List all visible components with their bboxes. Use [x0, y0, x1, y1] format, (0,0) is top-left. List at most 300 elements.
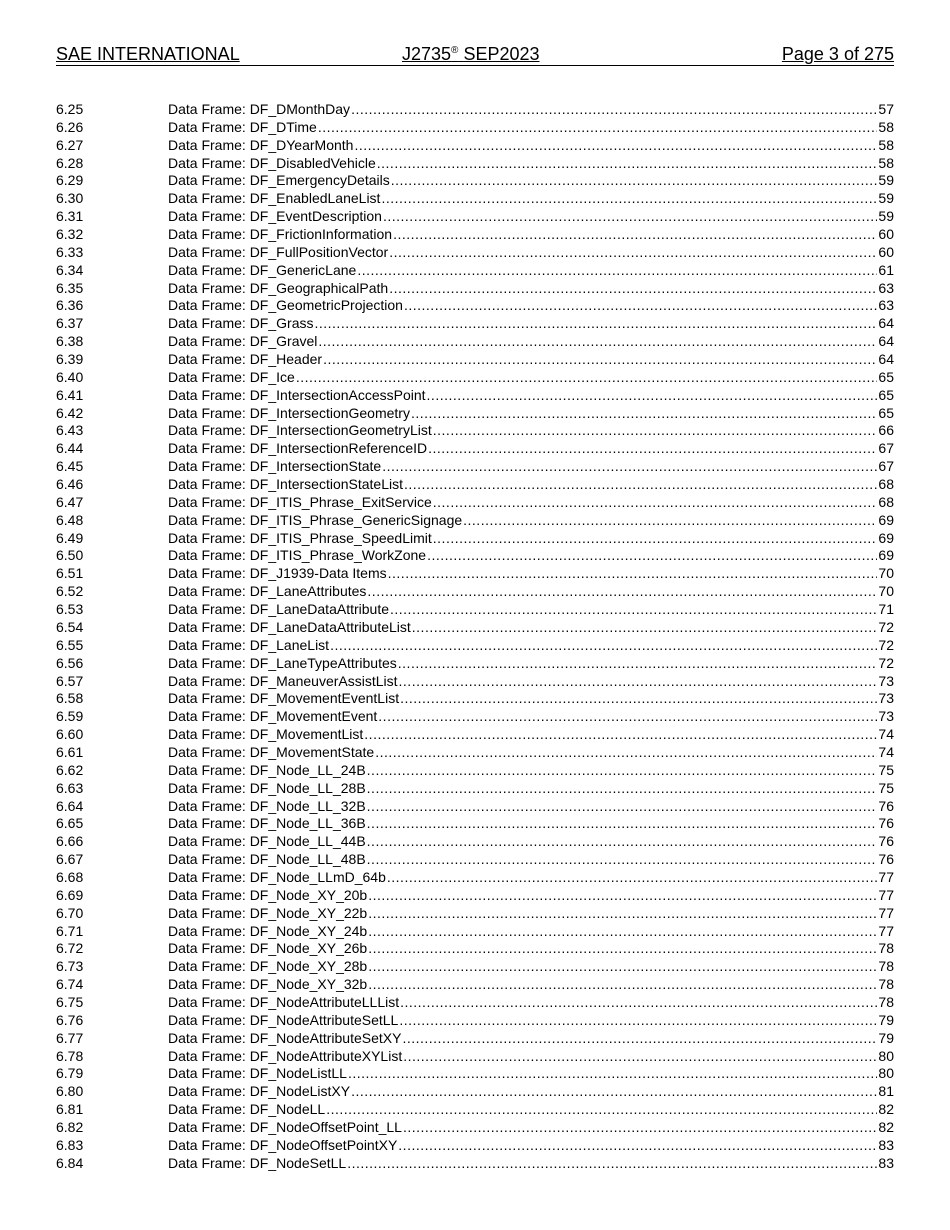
toc-page-number: 72 [878, 636, 894, 653]
toc-section-title: Data Frame: DF_J1939-Data Items [168, 565, 387, 582]
toc-section-title: Data Frame: DF_ITIS_Phrase_GenericSignage [168, 511, 463, 528]
toc-section-number: 6.52 [56, 583, 84, 600]
toc-section-title: Data Frame: DF_ITIS_Phrase_ExitService [168, 493, 432, 510]
toc-page-number: 77 [878, 886, 894, 903]
toc-page-number: 58 [878, 118, 894, 135]
toc-entry[interactable] [56, 1083, 894, 1101]
toc-page-number: 75 [878, 779, 894, 796]
toc-section-title: Data Frame: DF_EnabledLaneList [168, 190, 381, 207]
header-page-label: Page 3 of 275 [781, 44, 894, 64]
toc-entry[interactable] [56, 601, 894, 619]
toc-entry[interactable] [56, 976, 894, 994]
toc-page-number: 77 [878, 868, 894, 885]
toc-entry[interactable] [56, 530, 894, 548]
toc-section-number: 6.64 [56, 797, 84, 814]
toc-dot-leader [368, 905, 877, 923]
toc-section-title: Data Frame: DF_DYearMonth [168, 136, 354, 153]
toc-section-number: 6.51 [56, 565, 84, 582]
toc-section-number: 6.54 [56, 618, 84, 635]
toc-section-title: Data Frame: DF_IntersectionGeometry [168, 404, 410, 421]
toc-entry-line [168, 172, 894, 190]
toc-dot-leader [412, 619, 878, 637]
toc-entry[interactable] [56, 815, 894, 833]
toc-section-number: 6.49 [56, 529, 84, 546]
toc-entry-line [168, 422, 894, 440]
toc-section-number: 6.39 [56, 351, 84, 368]
toc-page-number: 82 [878, 1118, 894, 1135]
header-organization: SAE INTERNATIONAL [56, 44, 240, 64]
toc-entry[interactable] [56, 369, 894, 387]
toc-section-number: 6.71 [56, 922, 84, 939]
toc-entry-line [168, 1137, 894, 1155]
page-header [56, 43, 894, 66]
toc-page-number: 78 [878, 958, 894, 975]
toc-entry-line [168, 655, 894, 673]
toc-section-number: 6.45 [56, 458, 84, 475]
toc-dot-leader [400, 994, 877, 1012]
toc-dot-leader [367, 798, 878, 816]
toc-entry[interactable] [56, 833, 894, 851]
toc-entry-line [168, 583, 894, 601]
toc-entry[interactable] [56, 1101, 894, 1119]
toc-entry[interactable] [56, 458, 894, 476]
toc-dot-leader [351, 1083, 877, 1101]
toc-section-title: Data Frame: DF_Node_LL_32B [168, 797, 366, 814]
toc-section-number: 6.57 [56, 672, 84, 689]
toc-dot-leader [390, 601, 877, 619]
toc-dot-leader [381, 190, 877, 208]
header-doc-date: SEP2023 [463, 44, 540, 64]
toc-page-number: 80 [878, 1047, 894, 1064]
toc-section-number: 6.63 [56, 779, 84, 796]
toc-entry[interactable] [56, 923, 894, 941]
toc-dot-leader [368, 923, 877, 941]
toc-entry-line [168, 405, 894, 423]
toc-page-number: 73 [878, 690, 894, 707]
toc-section-number: 6.47 [56, 493, 84, 510]
toc-page-number: 69 [878, 511, 894, 528]
toc-entry[interactable] [56, 333, 894, 351]
toc-entry-line [168, 262, 894, 280]
toc-entry[interactable] [56, 512, 894, 530]
toc-dot-leader [330, 637, 877, 655]
toc-entry[interactable] [56, 280, 894, 298]
toc-dot-leader [433, 494, 878, 512]
toc-section-number: 6.30 [56, 190, 84, 207]
toc-dot-leader [367, 833, 878, 851]
toc-entry[interactable] [56, 172, 894, 190]
toc-entry-line [168, 119, 894, 137]
toc-page-number: 64 [878, 351, 894, 368]
toc-page-number: 67 [878, 458, 894, 475]
toc-section-number: 6.75 [56, 993, 84, 1010]
toc-dot-leader [398, 1137, 877, 1155]
toc-dot-leader [389, 244, 877, 262]
toc-section-title: Data Frame: DF_Node_LL_36B [168, 815, 366, 832]
toc-section-title: Data Frame: DF_Node_XY_26b [168, 940, 368, 957]
table-of-contents [56, 101, 894, 1173]
toc-page-number: 83 [878, 1136, 894, 1153]
toc-section-title: Data Frame: DF_Node_XY_22b [168, 904, 368, 921]
toc-dot-leader [427, 387, 878, 405]
toc-dot-leader [403, 1119, 877, 1137]
toc-section-number: 6.46 [56, 476, 84, 493]
toc-entry[interactable] [56, 226, 894, 244]
toc-page-number: 65 [878, 404, 894, 421]
toc-section-title: Data Frame: DF_LaneDataAttributeList [168, 618, 411, 635]
toc-entry-line [168, 726, 894, 744]
toc-section-number: 6.53 [56, 601, 84, 618]
toc-dot-leader [404, 297, 877, 315]
toc-entry[interactable] [56, 476, 894, 494]
toc-section-title: Data Frame: DF_Node_XY_24b [168, 922, 368, 939]
toc-entry[interactable] [56, 351, 894, 369]
toc-page-number: 59 [878, 208, 894, 225]
toc-dot-leader [389, 280, 877, 298]
toc-entry[interactable] [56, 708, 894, 726]
toc-dot-leader [347, 1155, 877, 1173]
toc-section-title: Data Frame: DF_MovementList [168, 726, 364, 743]
toc-entry[interactable] [56, 619, 894, 637]
toc-entry-line [168, 315, 894, 333]
toc-entry-line [168, 1155, 894, 1173]
toc-entry[interactable] [56, 422, 894, 440]
toc-section-title: Data Frame: DF_Header [168, 351, 323, 368]
toc-dot-leader [433, 422, 878, 440]
toc-section-number: 6.56 [56, 654, 84, 671]
toc-section-title: Data Frame: DF_IntersectionStateList [168, 476, 403, 493]
toc-entry-line [168, 1101, 894, 1119]
toc-entry-line [168, 619, 894, 637]
toc-page-number: 78 [878, 940, 894, 957]
toc-section-number: 6.28 [56, 154, 84, 171]
toc-section-number: 6.32 [56, 226, 84, 243]
toc-section-title: Data Frame: DF_MovementState [168, 743, 375, 760]
toc-entry[interactable] [56, 1012, 894, 1030]
toc-entry[interactable] [56, 440, 894, 458]
toc-page-number: 73 [878, 708, 894, 725]
toc-page-number: 76 [878, 833, 894, 850]
toc-section-number: 6.61 [56, 743, 84, 760]
toc-section-number: 6.38 [56, 333, 84, 350]
toc-section-number: 6.69 [56, 886, 84, 903]
toc-entry[interactable] [56, 726, 894, 744]
toc-dot-leader [318, 119, 878, 137]
toc-dot-leader [323, 351, 877, 369]
toc-page-number: 58 [878, 154, 894, 171]
toc-page-number: 77 [878, 904, 894, 921]
toc-section-title: Data Frame: DF_NodeListLL [168, 1065, 347, 1082]
toc-page-number: 75 [878, 761, 894, 778]
toc-section-title: Data Frame: DF_NodeOffsetPointXY [168, 1136, 398, 1153]
toc-section-number: 6.59 [56, 708, 84, 725]
toc-section-title: Data Frame: DF_GeographicalPath [168, 279, 389, 296]
toc-entry[interactable] [56, 1048, 894, 1066]
toc-entry-line [168, 833, 894, 851]
toc-entry-line [168, 815, 894, 833]
toc-dot-leader [393, 226, 877, 244]
toc-section-title: Data Frame: DF_Node_LL_48B [168, 851, 366, 868]
toc-entry-line [168, 798, 894, 816]
toc-page-number: 65 [878, 386, 894, 403]
toc-section-title: Data Frame: DF_FullPositionVector [168, 243, 389, 260]
toc-section-title: Data Frame: DF_MovementEvent [168, 708, 378, 725]
toc-section-title: Data Frame: DF_Node_XY_28b [168, 958, 368, 975]
toc-entry[interactable] [56, 869, 894, 887]
toc-entry-line [168, 780, 894, 798]
toc-dot-leader [348, 1065, 877, 1083]
toc-entry[interactable] [56, 565, 894, 583]
toc-page-number: 67 [878, 440, 894, 457]
toc-page-number: 78 [878, 993, 894, 1010]
toc-page-number: 73 [878, 672, 894, 689]
toc-dot-leader [383, 208, 877, 226]
toc-section-title: Data Frame: DF_Node_XY_20b [168, 886, 368, 903]
toc-dot-leader [398, 655, 878, 673]
toc-entry[interactable] [56, 637, 894, 655]
toc-entry[interactable] [56, 387, 894, 405]
toc-section-title: Data Frame: DF_IntersectionState [168, 458, 382, 475]
toc-entry-line [168, 673, 894, 691]
toc-entry[interactable] [56, 315, 894, 333]
toc-entry-line [168, 494, 894, 512]
toc-entry[interactable] [56, 905, 894, 923]
toc-dot-leader [433, 530, 878, 548]
toc-page-number: 72 [878, 618, 894, 635]
header-document-id [402, 43, 540, 65]
toc-section-title: Data Frame: DF_IntersectionAccessPoint [168, 386, 426, 403]
toc-entry-line [168, 958, 894, 976]
toc-dot-leader [367, 780, 878, 798]
toc-entry-line [168, 137, 894, 155]
toc-entry-line [168, 923, 894, 941]
toc-entry[interactable] [56, 297, 894, 315]
toc-page-number: 68 [878, 476, 894, 493]
toc-entry-line [168, 101, 894, 119]
toc-section-title: Data Frame: DF_ITIS_Phrase_WorkZone [168, 547, 427, 564]
toc-section-number: 6.33 [56, 243, 84, 260]
toc-entry-line [168, 994, 894, 1012]
toc-section-title: Data Frame: DF_Gravel [168, 333, 318, 350]
toc-dot-leader [354, 137, 877, 155]
toc-entry-line [168, 440, 894, 458]
toc-entry[interactable] [56, 887, 894, 905]
toc-entry[interactable] [56, 208, 894, 226]
toc-section-title: Data Frame: DF_Grass [168, 315, 314, 332]
toc-page-number: 79 [878, 1011, 894, 1028]
toc-entry[interactable] [56, 262, 894, 280]
toc-entry[interactable] [56, 244, 894, 262]
toc-entry-line [168, 976, 894, 994]
toc-section-number: 6.29 [56, 172, 84, 189]
toc-section-title: Data Frame: DF_NodeSetLL [168, 1154, 347, 1171]
toc-entry[interactable] [56, 190, 894, 208]
toc-dot-leader [351, 101, 877, 119]
toc-section-number: 6.25 [56, 101, 84, 117]
toc-entry[interactable] [56, 1155, 894, 1173]
toc-dot-leader [367, 851, 878, 869]
toc-section-title: Data Frame: DF_LaneList [168, 636, 330, 653]
toc-section-number: 6.60 [56, 726, 84, 743]
toc-dot-leader [382, 458, 877, 476]
toc-page-number: 68 [878, 493, 894, 510]
toc-entry[interactable] [56, 1030, 894, 1048]
toc-entry[interactable] [56, 101, 894, 119]
toc-dot-leader [411, 405, 877, 423]
toc-entry-line [168, 940, 894, 958]
toc-entry[interactable] [56, 673, 894, 691]
toc-section-title: Data Frame: DF_NodeOffsetPoint_LL [168, 1118, 402, 1135]
toc-dot-leader [402, 1030, 877, 1048]
toc-section-title: Data Frame: DF_NodeAttributeXYList [168, 1047, 403, 1064]
toc-entry-line [168, 351, 894, 369]
toc-entry[interactable] [56, 583, 894, 601]
toc-dot-leader [367, 815, 878, 833]
toc-entry[interactable] [56, 655, 894, 673]
toc-dot-leader [318, 333, 877, 351]
toc-page-number: 60 [878, 226, 894, 243]
toc-section-number: 6.72 [56, 940, 84, 957]
toc-dot-leader [428, 440, 877, 458]
toc-dot-leader [399, 673, 878, 691]
toc-entry-line [168, 512, 894, 530]
toc-dot-leader [391, 172, 878, 190]
toc-page-number: 80 [878, 1065, 894, 1082]
toc-section-title: Data Frame: DF_ITIS_Phrase_SpeedLimit [168, 529, 432, 546]
toc-entry[interactable] [56, 155, 894, 173]
toc-section-number: 6.35 [56, 279, 84, 296]
toc-dot-leader [387, 869, 878, 887]
toc-entry[interactable] [56, 137, 894, 155]
toc-section-number: 6.62 [56, 761, 84, 778]
toc-dot-leader [314, 315, 877, 333]
toc-section-title: Data Frame: DF_LaneAttributes [168, 583, 367, 600]
toc-page-number: 63 [878, 279, 894, 296]
toc-section-title: Data Frame: DF_ManeuverAssistList [168, 672, 398, 689]
toc-dot-leader [368, 976, 877, 994]
toc-entry-line [168, 280, 894, 298]
toc-entry[interactable] [56, 547, 894, 565]
toc-section-title: Data Frame: DF_LaneTypeAttributes [168, 654, 397, 671]
toc-dot-leader [326, 1101, 877, 1119]
toc-section-title: Data Frame: DF_Node_XY_32b [168, 976, 368, 993]
toc-section-title: Data Frame: DF_IntersectionGeometryList [168, 422, 432, 439]
toc-entry[interactable] [56, 119, 894, 137]
toc-entry-line [168, 297, 894, 315]
toc-entry-line [168, 476, 894, 494]
toc-entry[interactable] [56, 690, 894, 708]
toc-section-number: 6.55 [56, 636, 84, 653]
toc-entry[interactable] [56, 958, 894, 976]
toc-page-number: 76 [878, 797, 894, 814]
toc-section-title: Data Frame: DF_NodeListXY [168, 1083, 351, 1100]
toc-entry[interactable] [56, 780, 894, 798]
toc-dot-leader [399, 1012, 877, 1030]
toc-entry[interactable] [56, 1119, 894, 1137]
toc-section-number: 6.27 [56, 136, 84, 153]
toc-entry[interactable] [56, 762, 894, 780]
toc-entry[interactable] [56, 851, 894, 869]
toc-dot-leader [463, 512, 877, 530]
toc-page-number: 76 [878, 851, 894, 868]
toc-entry-line [168, 387, 894, 405]
toc-entry[interactable] [56, 940, 894, 958]
toc-page-number: 64 [878, 315, 894, 332]
toc-section-title: Data Frame: DF_NodeAttributeLLList [168, 993, 400, 1010]
toc-section-title: Data Frame: DF_DisabledVehicle [168, 154, 376, 171]
toc-entry-line [168, 369, 894, 387]
toc-section-title: Data Frame: DF_EmergencyDetails [168, 172, 390, 189]
toc-page-number: 82 [878, 1101, 894, 1118]
toc-page-number: 70 [878, 583, 894, 600]
toc-section-number: 6.76 [56, 1011, 84, 1028]
toc-section-number: 6.74 [56, 976, 84, 993]
toc-section-number: 6.73 [56, 958, 84, 975]
toc-dot-leader [403, 1048, 877, 1066]
toc-section-title: Data Frame: DF_NodeLL [168, 1101, 326, 1118]
toc-section-title: Data Frame: DF_DTime [168, 118, 317, 135]
toc-page-number: 61 [878, 261, 894, 278]
toc-entry-line [168, 530, 894, 548]
toc-section-title: Data Frame: DF_Node_LL_28B [168, 779, 366, 796]
toc-page-number: 66 [878, 422, 894, 439]
toc-dot-leader [368, 887, 877, 905]
toc-entry[interactable] [56, 798, 894, 816]
toc-section-title: Data Frame: DF_Node_LL_44B [168, 833, 366, 850]
registered-mark: ® [451, 45, 459, 56]
toc-entry-line [168, 1119, 894, 1137]
toc-dot-leader [388, 565, 878, 583]
toc-entry-line [168, 601, 894, 619]
toc-entry[interactable] [56, 1065, 894, 1083]
toc-section-number: 6.77 [56, 1029, 84, 1046]
toc-page-number: 72 [878, 654, 894, 671]
toc-page-number: 59 [878, 190, 894, 207]
toc-page-number: 70 [878, 565, 894, 582]
toc-section-number: 6.44 [56, 440, 84, 457]
toc-entry-line [168, 458, 894, 476]
toc-dot-leader [367, 583, 877, 601]
toc-section-number: 6.67 [56, 851, 84, 868]
toc-entry-line [168, 333, 894, 351]
toc-entry-line [168, 1048, 894, 1066]
toc-page-number: 79 [878, 1029, 894, 1046]
toc-section-number: 6.36 [56, 297, 84, 314]
toc-section-number: 6.84 [56, 1154, 84, 1171]
toc-page-number: 69 [878, 529, 894, 546]
toc-entry-line [168, 208, 894, 226]
toc-entry-line [168, 565, 894, 583]
toc-entry[interactable] [56, 494, 894, 512]
toc-entry[interactable] [56, 994, 894, 1012]
toc-section-number: 6.26 [56, 118, 84, 135]
toc-entry[interactable] [56, 744, 894, 762]
toc-section-number: 6.79 [56, 1065, 84, 1082]
toc-section-number: 6.81 [56, 1101, 84, 1118]
toc-section-number: 6.66 [56, 833, 84, 850]
toc-entry[interactable] [56, 1137, 894, 1155]
toc-entry[interactable] [56, 405, 894, 423]
toc-page-number: 58 [878, 136, 894, 153]
toc-entry-line [168, 1065, 894, 1083]
toc-section-number: 6.34 [56, 261, 84, 278]
toc-section-number: 6.70 [56, 904, 84, 921]
toc-section-number: 6.50 [56, 547, 84, 564]
toc-dot-leader [368, 958, 877, 976]
toc-section-number: 6.68 [56, 868, 84, 885]
toc-entry-line [168, 226, 894, 244]
header-doc-number: J2735 [402, 44, 452, 64]
